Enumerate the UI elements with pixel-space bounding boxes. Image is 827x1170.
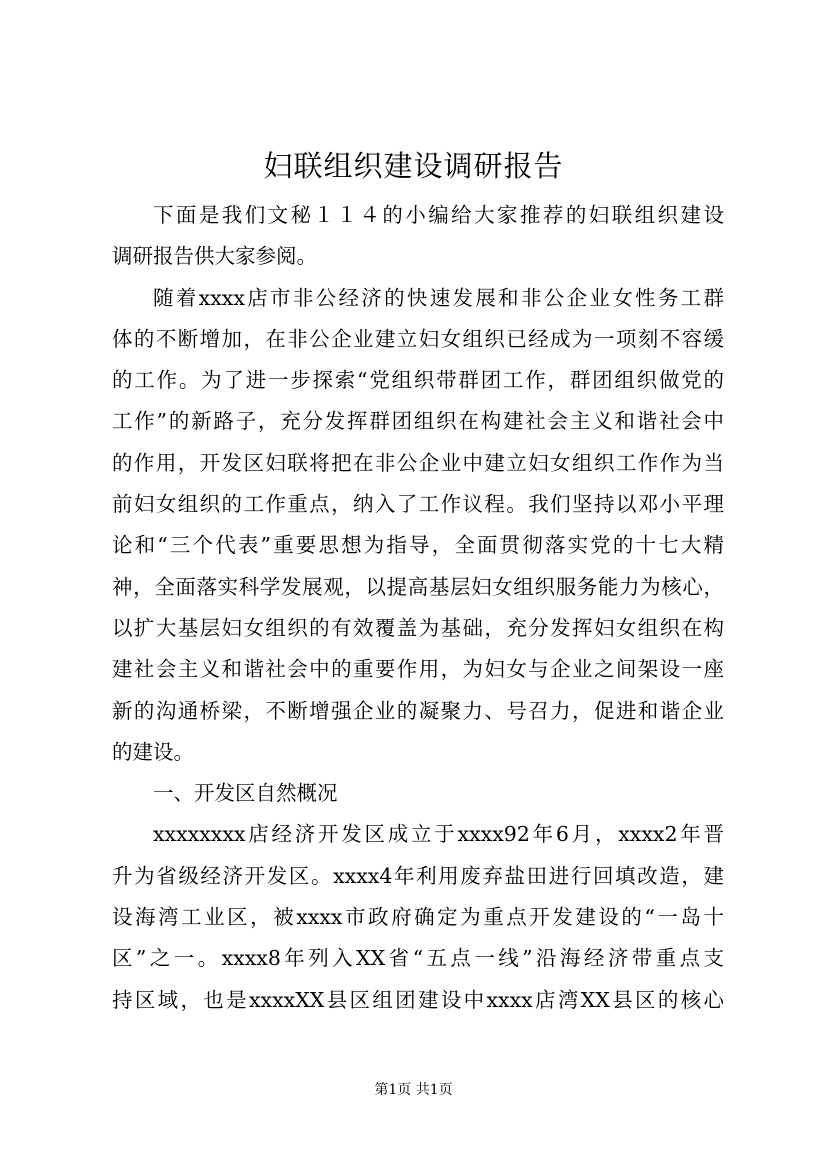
text-line: 的作用，开发区妇联将把在非公企业中建立妇女组织工作作为当 bbox=[112, 450, 724, 475]
text-line: 随着xxxx店市非公经济的快速发展和非公企业女性务工群 bbox=[153, 285, 724, 310]
document-title: 妇联组织建设调研报告 bbox=[263, 149, 564, 183]
document-body bbox=[112, 195, 724, 1021]
text-line: xxxxxxxx店经济开发区成立于xxxx92年6月，xxxx2年晋 bbox=[153, 822, 724, 847]
page-footer: 第1页 共1页 bbox=[374, 1082, 453, 1098]
text-line: 前妇女组织的工作重点，纳入了工作议程。我们坚持以邓小平理 bbox=[112, 492, 724, 517]
text-line: 持区域，也是xxxxXX县区组团建设中xxxx店湾XX县区的核心 bbox=[112, 987, 724, 1012]
text-line: 论和“三个代表”重要思想为指导，全面贯彻落实党的十七大精 bbox=[112, 533, 724, 558]
text-line: 神，全面落实科学发展观，以提高基层妇女组织服务能力为核心， bbox=[112, 574, 724, 599]
text-line: 下面是我们文秘１１４的小编给大家推荐的妇联组织建设 bbox=[153, 203, 724, 227]
text-line: 设海湾工业区，被xxxx市政府确定为重点开发建设的“一岛十 bbox=[112, 905, 724, 930]
text-line: 工作”的新路子，充分发挥群团组织在构建社会主义和谐社会中 bbox=[112, 409, 724, 434]
text-line: 的工作。为了进一步探索“党组织带群团工作，群团组织做党的 bbox=[112, 368, 724, 393]
text-line: 区”之一。xxxx8年列入XX省“五点一线”沿海经济带重点支 bbox=[112, 946, 724, 971]
text-line: 新的沟通桥梁，不断增强企业的凝聚力、号召力，促进和谐企业 bbox=[112, 698, 724, 723]
text-line: 调研报告供大家参阅。 bbox=[112, 244, 317, 269]
text-line: 的建设。 bbox=[112, 739, 194, 764]
text-line: 一、开发区自然概况 bbox=[153, 781, 338, 806]
text-line: 体的不断增加，在非公企业建立妇女组织已经成为一项刻不容缓 bbox=[112, 326, 724, 351]
text-line: 建社会主义和谐社会中的重要作用，为妇女与企业之间架设一座 bbox=[112, 657, 724, 682]
text-line: 以扩大基层妇女组织的有效覆盖为基础，充分发挥妇女组织在构 bbox=[112, 615, 724, 640]
text-line: 升为省级经济开发区。xxxx4年利用废弃盐田进行回填改造，建 bbox=[112, 863, 724, 888]
